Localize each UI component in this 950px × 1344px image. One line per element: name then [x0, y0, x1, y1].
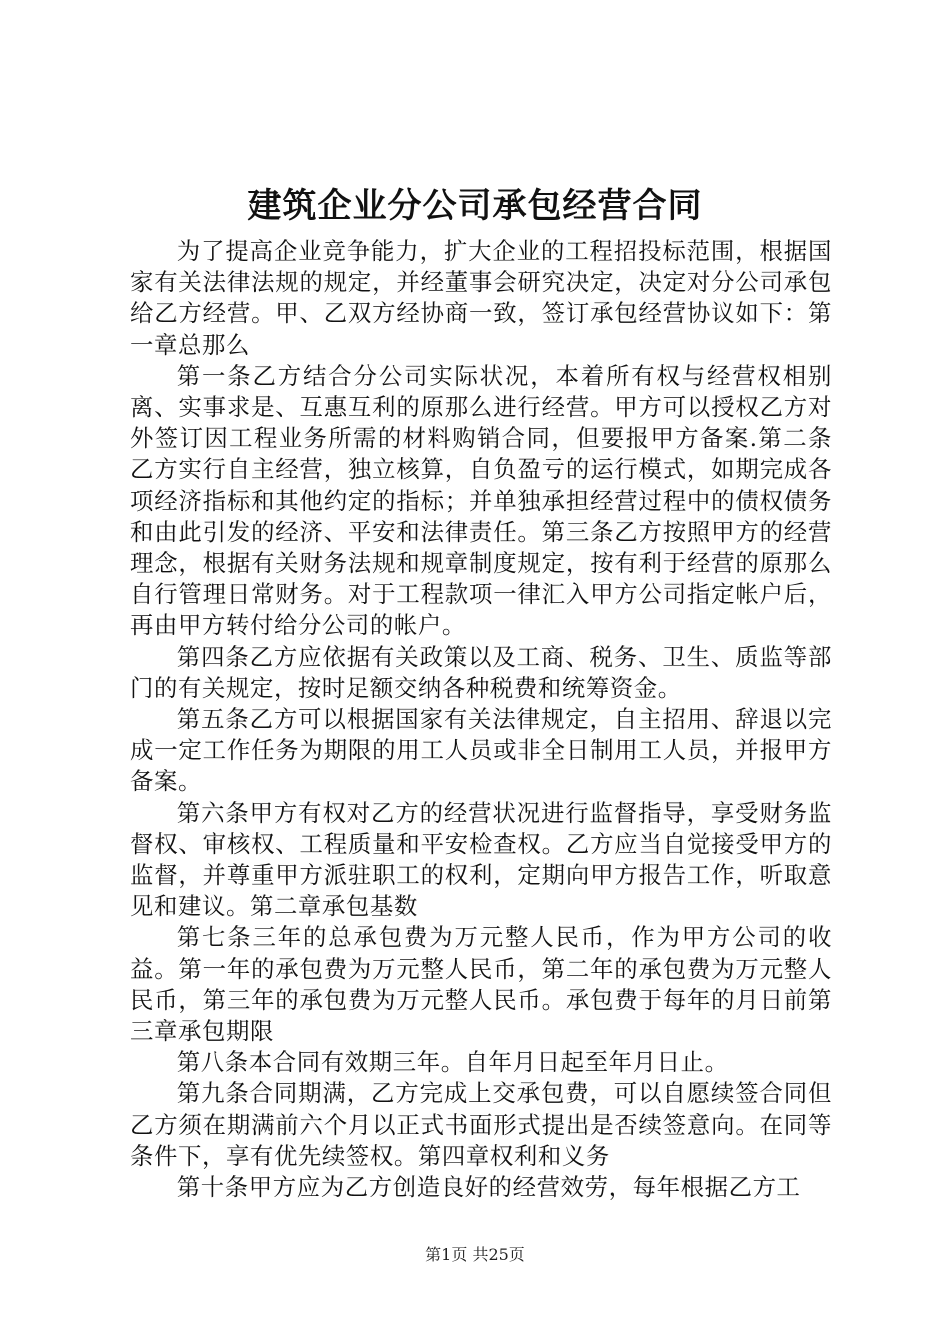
paragraph-article-5: 第五条乙方可以根据国家有关法律规定，自主招用、辞退以完成一定工作任务为期限的用工人员或非全日制用工人员，并报甲方备案。	[130, 705, 832, 796]
paragraph-article-7: 第七条三年的总承包费为万元整人民币，作为甲方公司的收益。第一年的承包费为万元整人民币，第二年的承包费为万元整人民币，第三年的承包费为万元整人民币。承包费于每年的月日前第三章承包期限	[130, 923, 832, 1046]
paragraph-article-9: 第九条合同期满，乙方完成上交承包费，可以自愿续签合同但乙方须在期满前六个月以正式书面形式提出是否续签意向。在同等条件下，享有优先续签权。第四章权利和义务	[130, 1079, 832, 1170]
document-body	[130, 236, 832, 1203]
paragraph-article-6: 第六条甲方有权对乙方的经营状况进行监督指导，享受财务监督权、审核权、工程质量和平安检查权。乙方应当自觉接受甲方的监督，并尊重甲方派驻职工的权利，定期向甲方报告工作，听取意见和建议。第二章承包基数	[130, 798, 832, 921]
paragraph-preamble: 为了提高企业竞争能力，扩大企业的工程招投标范围，根据国家有关法律法规的规定，并经董事会研究决定，决定对分公司承包给乙方经营。甲、乙双方经协商一致，签订承包经营协议如下：第一章总那么	[130, 237, 832, 359]
paragraph-article-10: 第十条甲方应为乙方创造良好的经营效劳，每年根据乙方工	[176, 1173, 801, 1202]
paragraph-article-8: 第八条本合同有效期三年。自年月日起至年月日止。	[176, 1048, 729, 1077]
page-number-footer: 第1页 共25页	[425, 1245, 525, 1264]
paragraph-article-4: 第四条乙方应依据有关政策以及工商、税务、卫生、质监等部门的有关规定，按时足额交纳各种税费和统筹资金。	[130, 642, 832, 702]
document-title: 建筑企业分公司承包经营合同	[247, 186, 703, 226]
paragraph-article-1-3: 第一条乙方结合分公司实际状况，本着所有权与经营权相别离、实事求是、互惠互利的原那么进行经营。甲方可以授权乙方对外签订因工程业务所需的材料购销合同，但要报甲方备案.第二条乙方实行自主经营，独立核算，自负盈亏的运行模式，如期完成各项经济指标和其他约定的指标；并单独承担经营过程中的债权债务和由此引发的经济、平安和法律责任。第三条乙方按照甲方的经营理念，根据有关财务法规和规章制度规定，按有利于经营的原那么自行管理日常财务。对于工程款项一律汇入甲方公司指定帐户后，再由甲方转付给分公司的帐户。	[130, 361, 832, 640]
